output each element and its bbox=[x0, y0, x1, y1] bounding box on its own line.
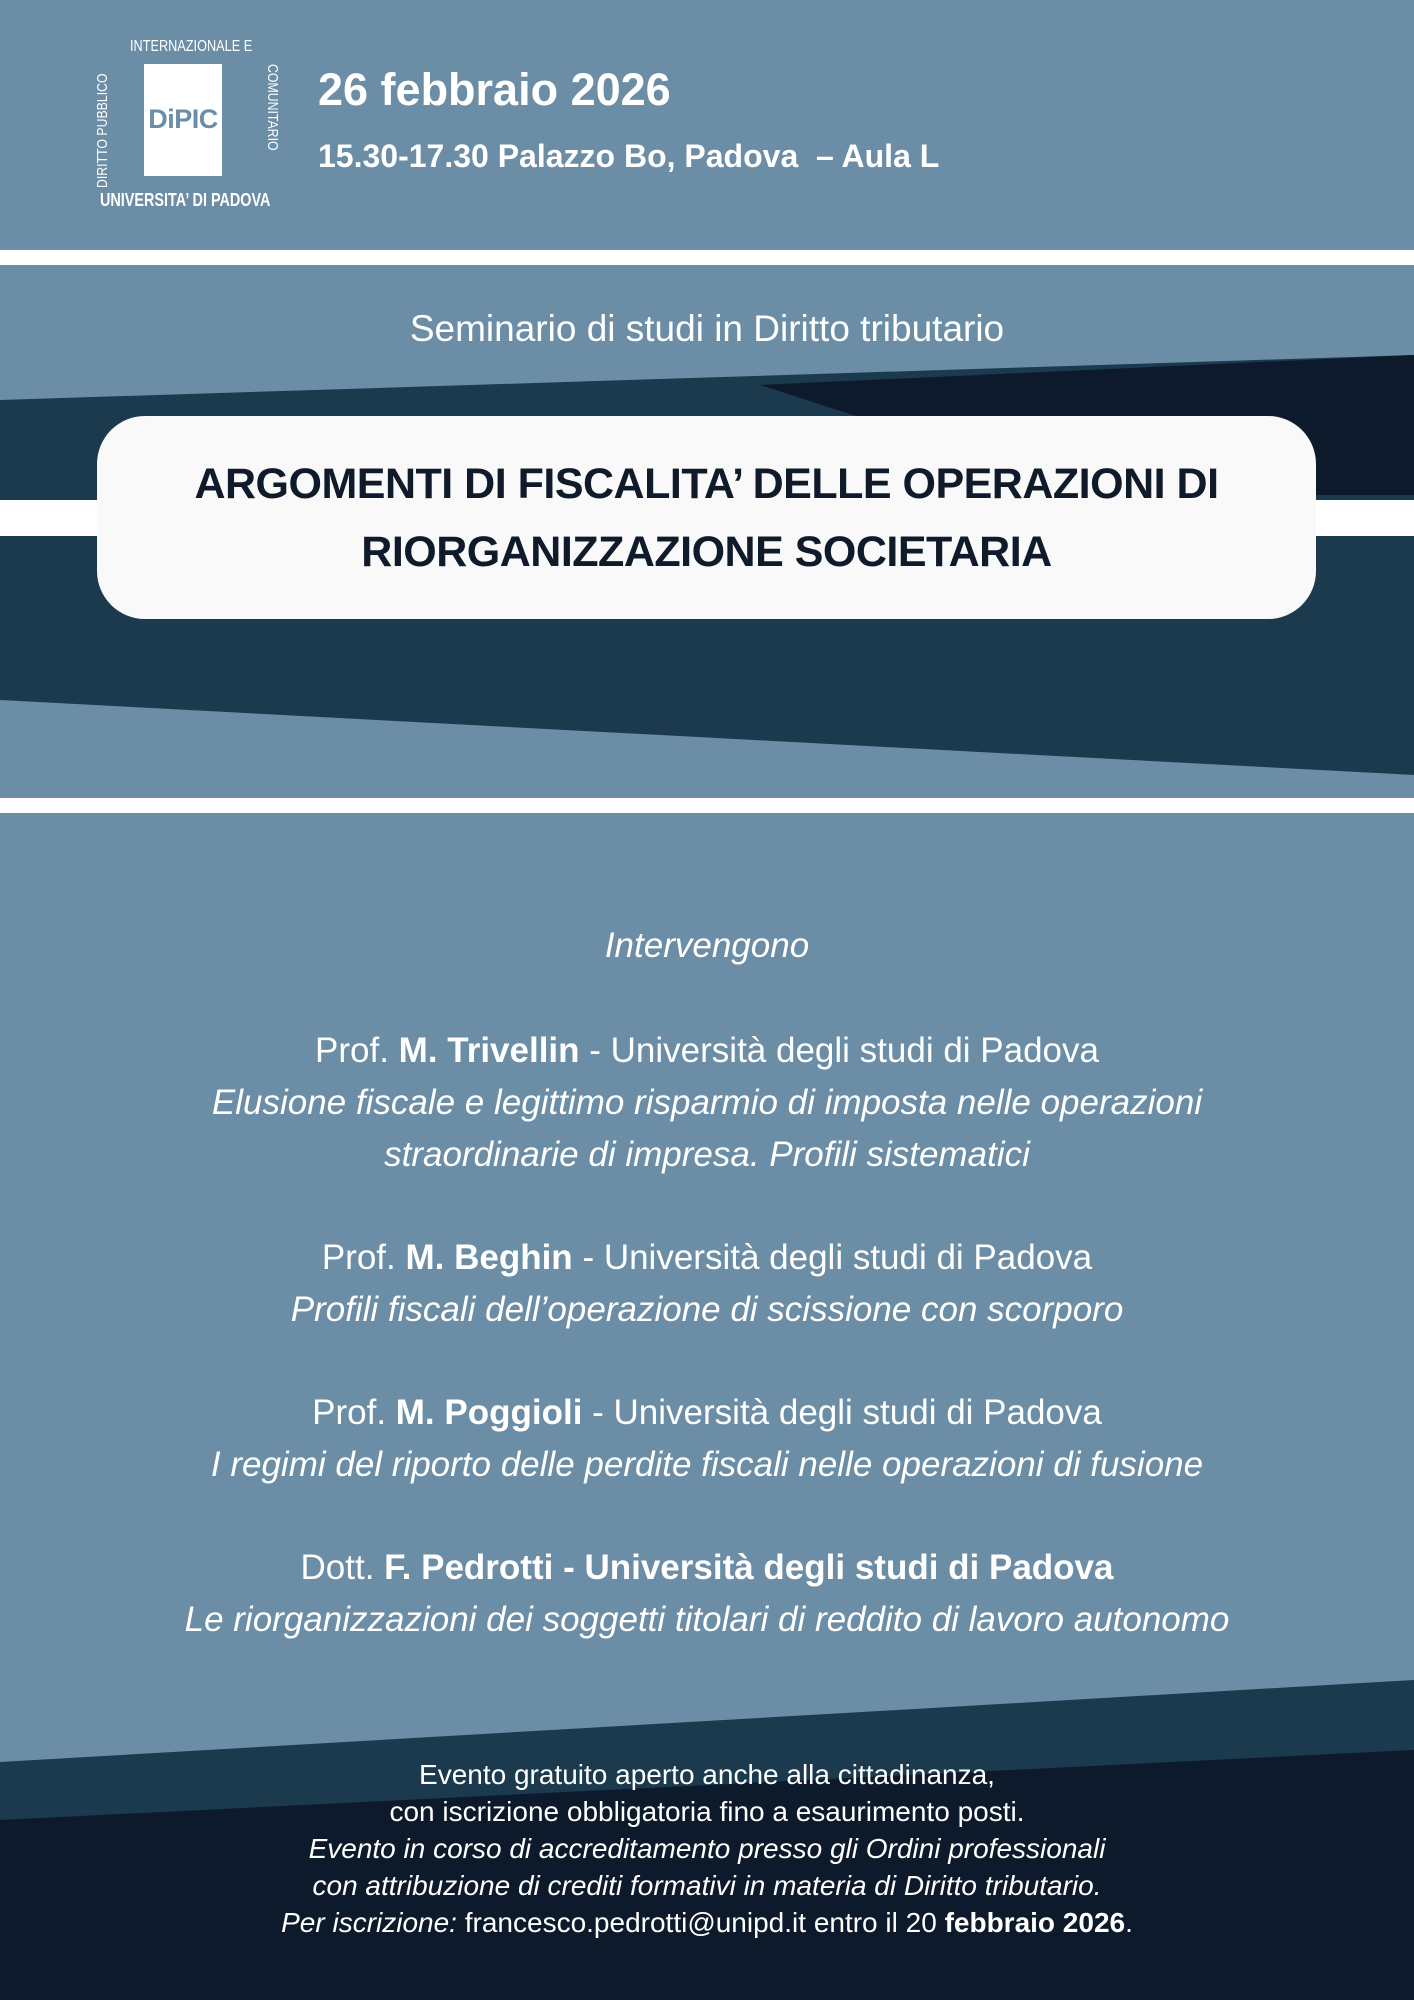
footer-line-2: con iscrizione obbligatoria fino a esaurimento posti. bbox=[389, 1796, 1025, 1827]
speaker-header bbox=[0, 1387, 1414, 1439]
speaker-affiliation: - Università degli studi di Padova bbox=[592, 1393, 1102, 1432]
speaker-name: M. Beghin bbox=[405, 1238, 573, 1277]
title-card bbox=[97, 416, 1316, 619]
seminar-subtitle: Seminario di studi in Diritto tributario bbox=[409, 308, 1005, 349]
speaker-title: Dott. bbox=[300, 1548, 375, 1587]
logo-top-text: INTERNAZIONALE E bbox=[130, 38, 253, 55]
registration-email[interactable]: francesco.pedrotti@unipd.it bbox=[464, 1907, 807, 1938]
footer-line-3 bbox=[0, 1830, 1414, 1867]
footer-line-4 bbox=[0, 1867, 1414, 1904]
speaker-name: M. Trivellin bbox=[398, 1031, 580, 1070]
speaker-pedrotti bbox=[0, 1542, 1414, 1646]
speaker-trivellin bbox=[0, 1025, 1414, 1181]
speaker-header bbox=[0, 1025, 1414, 1077]
event-title bbox=[194, 450, 1218, 586]
white-stripe-top bbox=[0, 250, 1414, 265]
title-line-2: RIORGANIZZAZIONE SOCIETARIA bbox=[361, 527, 1052, 576]
speaker-topic: Le riorganizzazioni dei soggetti titolari di reddito di lavoro autonomo bbox=[184, 1600, 1230, 1639]
speaker-header bbox=[0, 1542, 1414, 1594]
footer-info bbox=[0, 1756, 1414, 1941]
event-date: 26 febbraio 2026 bbox=[318, 64, 671, 115]
title-line-1: ARGOMENTI DI FISCALITA’ DELLE OPERAZIONI DI bbox=[194, 459, 1219, 508]
speaker-topic: I regimi del riporto delle perdite fiscali nelle operazioni di fusione bbox=[210, 1445, 1204, 1484]
credits-text: con attribuzione di crediti formativi in materia di Diritto tributario. bbox=[312, 1870, 1102, 1901]
logo-mark: DiPIC bbox=[148, 104, 218, 134]
speaker-poggioli bbox=[0, 1387, 1414, 1491]
accreditation-text: Evento in corso di accreditamento presso gli Ordini professionali bbox=[308, 1833, 1106, 1864]
registration-label: Per iscrizione: bbox=[281, 1907, 457, 1938]
speaker-title: Prof. bbox=[321, 1238, 396, 1277]
white-stripe-bottom bbox=[0, 798, 1414, 813]
speaker-name: M. Poggioli bbox=[395, 1393, 583, 1432]
speaker-topic: straordinarie di impresa. Profili sistematici bbox=[384, 1135, 1030, 1174]
speaker-topic: Profili fiscali dell’operazione di scissione con scorporo bbox=[290, 1290, 1124, 1329]
speaker-title: Prof. bbox=[312, 1393, 387, 1432]
speaker-affiliation: - Università degli studi di Padova bbox=[589, 1031, 1099, 1070]
speaker-affiliation: - Università degli studi di Padova bbox=[563, 1548, 1114, 1587]
speaker-header bbox=[0, 1232, 1414, 1284]
speaker-affiliation: - Università degli studi di Padova bbox=[582, 1238, 1093, 1277]
registration-until: entro il 20 bbox=[813, 1907, 937, 1938]
registration-deadline: febbraio 2026 bbox=[944, 1907, 1126, 1938]
logo-left-text: DIRITTO PUBBLICO bbox=[94, 73, 111, 188]
logo-box bbox=[144, 64, 222, 176]
logo-bottom-text: UNIVERSITA’ DI PADOVA bbox=[100, 190, 271, 210]
event-venue: 15.30-17.30 Palazzo Bo, Padova – Aula L bbox=[318, 138, 940, 174]
speakers-heading: Intervengono bbox=[604, 926, 810, 965]
speaker-name: F. Pedrotti bbox=[384, 1548, 554, 1587]
registration-end: . bbox=[1125, 1907, 1133, 1938]
speaker-beghin bbox=[0, 1232, 1414, 1336]
registration-line bbox=[0, 1904, 1414, 1941]
dipic-logo bbox=[96, 38, 282, 222]
speaker-topic: Elusione fiscale e legittimo risparmio di imposta nelle operazioni bbox=[211, 1083, 1203, 1122]
footer-line-1: Evento gratuito aperto anche alla cittadinanza, bbox=[419, 1759, 995, 1790]
logo-right-text: COMUNITARIO bbox=[264, 64, 281, 151]
speaker-title: Prof. bbox=[315, 1031, 389, 1070]
